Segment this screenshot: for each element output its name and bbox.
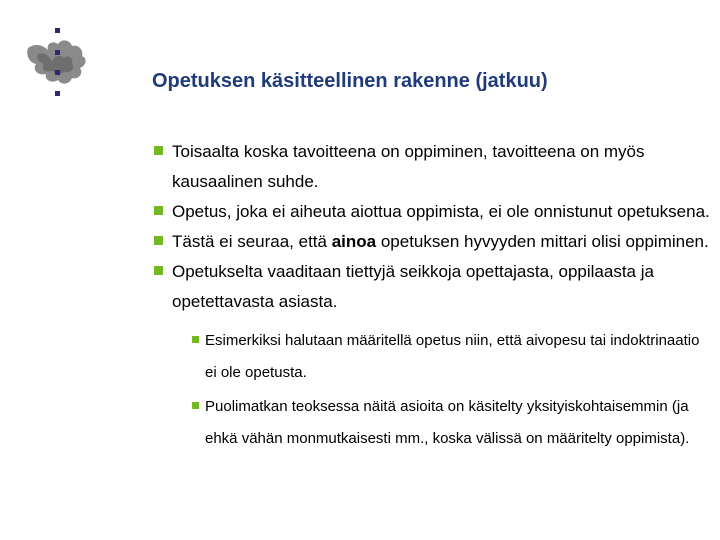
bullet-text: Opetus, joka ei aiheuta aiottua oppimista, ei ole onnistunut opetuksena. bbox=[172, 202, 710, 221]
bullet-text-bold: ainoa bbox=[331, 232, 377, 251]
sub-bullet-text: Puolimatkan teoksessa näitä asioita on käsitelty yksityiskohtaisemmin (ja ehkä vähän monmutkaisesti mm., koska välissä on määritelty oppimista). bbox=[205, 398, 690, 447]
sub-bullet-text: Esimerkiksi halutaan määritellä opetus niin, että aivopesu tai indoktrinaatio ei ole opetusta. bbox=[205, 332, 700, 381]
bullet-item bbox=[150, 257, 710, 317]
sub-bullet-item bbox=[188, 325, 710, 389]
bullet-text-pre: Tästä ei seuraa, että bbox=[172, 232, 332, 251]
square-bullet-icon bbox=[154, 236, 163, 245]
bullet-text: Toisaalta koska tavoitteena on oppiminen, tavoitteena on myös kausaalinen suhde. bbox=[172, 142, 645, 191]
square-bullet-icon bbox=[154, 146, 163, 155]
sub-bullet-item bbox=[188, 391, 710, 455]
bullet-item bbox=[150, 197, 710, 227]
small-square-bullet-icon bbox=[192, 402, 199, 409]
slide-title: Opetuksen käsitteellinen rakenne (jatkuu) bbox=[152, 70, 548, 92]
bullet-item bbox=[150, 137, 710, 197]
slide-content bbox=[150, 137, 710, 455]
square-bullet-icon bbox=[154, 206, 163, 215]
university-logo bbox=[22, 28, 92, 96]
flame-logo-icon bbox=[22, 28, 92, 96]
bullet-item bbox=[150, 227, 710, 257]
small-square-bullet-icon bbox=[192, 336, 199, 343]
bullet-text: Opetukselta vaaditaan tiettyjä seikkoja opettajasta, oppilaasta ja opetettavasta asiasta. bbox=[172, 262, 654, 311]
bullet-text-post: opetuksen hyvyyden mittari olisi oppiminen. bbox=[376, 232, 709, 251]
square-bullet-icon bbox=[154, 266, 163, 275]
